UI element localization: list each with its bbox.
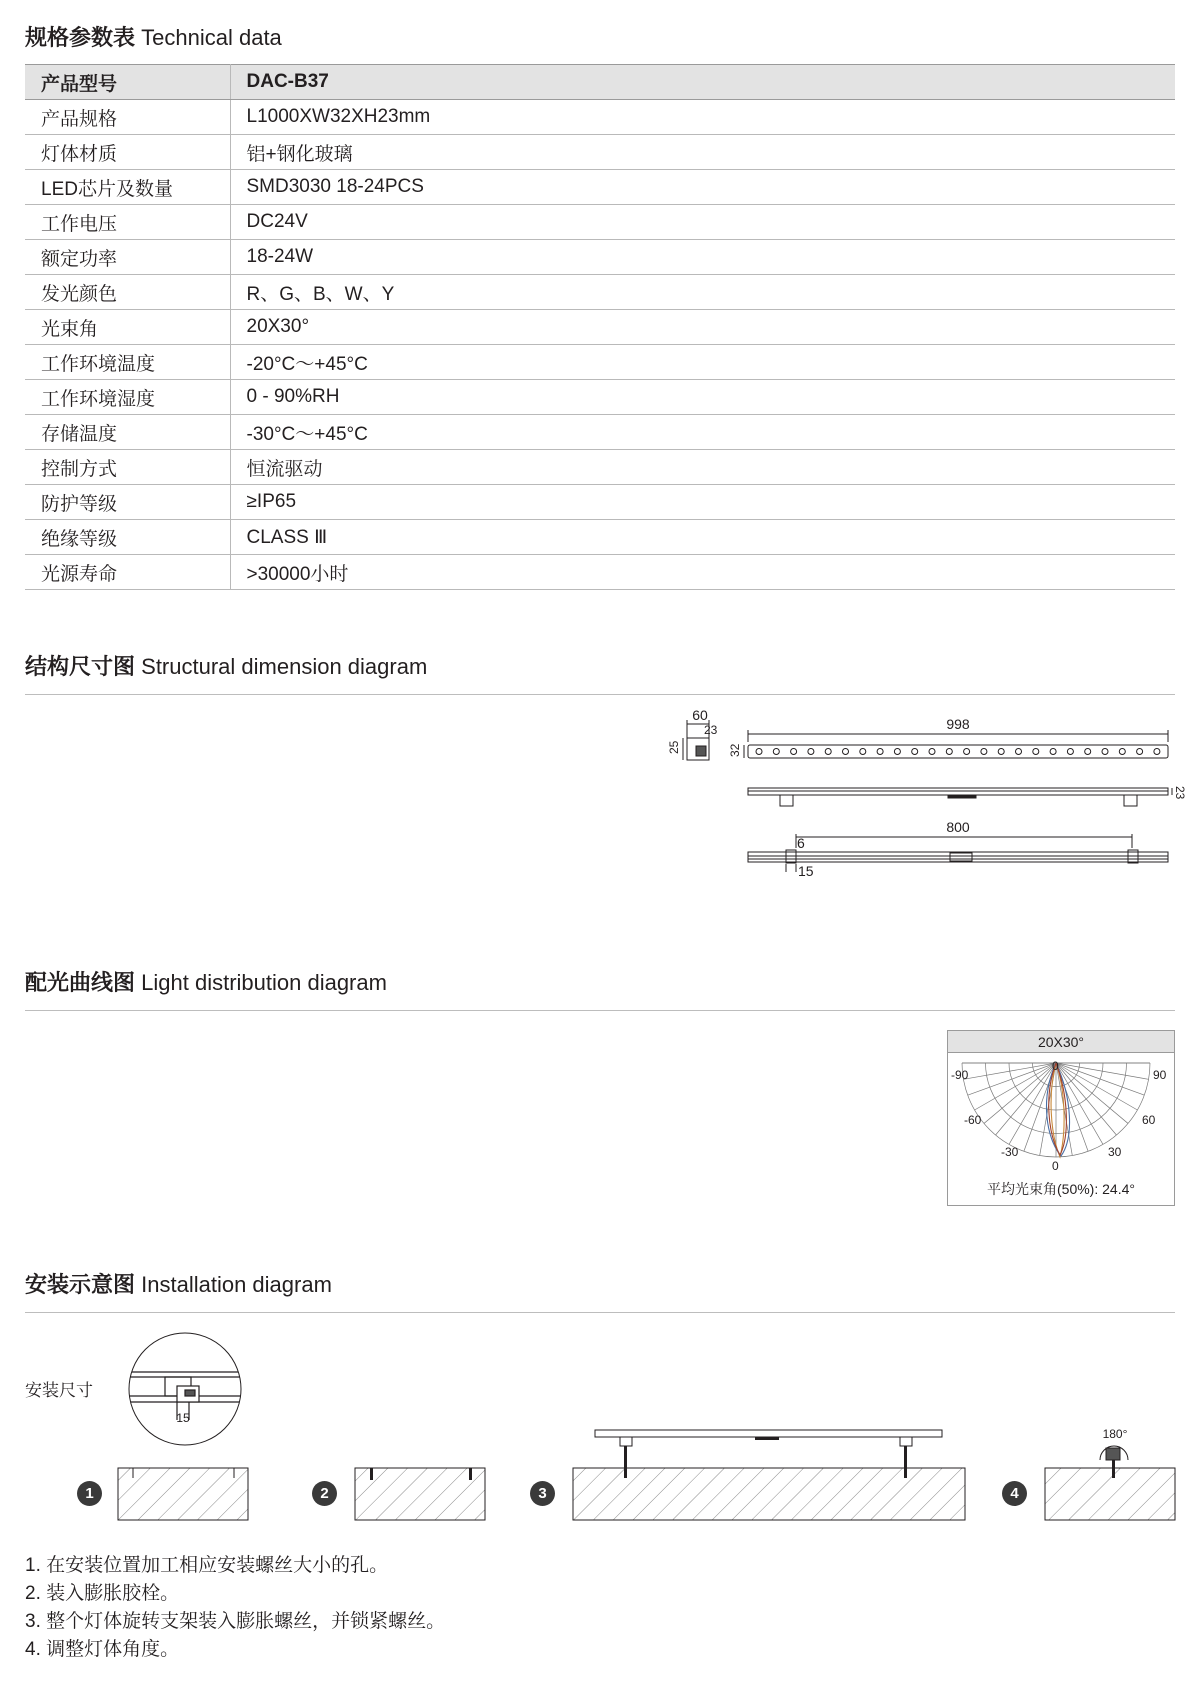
- step3-fixture: [595, 1430, 942, 1437]
- led-dot: [1137, 749, 1143, 755]
- spec-label: 工作电压: [25, 205, 230, 240]
- led-dot: [1016, 749, 1022, 755]
- spec-row: [25, 100, 1175, 135]
- spec-value: SMD3030 18-24PCS: [230, 170, 1175, 205]
- led-dot: [998, 749, 1004, 755]
- led-dot: [1033, 749, 1039, 755]
- angle-label-pos60: 60: [1142, 1113, 1156, 1127]
- spec-row: [25, 415, 1175, 450]
- spec-label: 光束角: [25, 310, 230, 345]
- installation-size-label: 安装尺寸: [25, 1381, 93, 1400]
- spec-row: [25, 520, 1175, 555]
- step3-bracket-left: [620, 1437, 632, 1446]
- spec-value: R、G、B、W、Y: [230, 275, 1175, 310]
- spec-label: 工作环境湿度: [25, 380, 230, 415]
- dim-side-inner: 23: [704, 723, 718, 737]
- polar-grid: [962, 1063, 1150, 1157]
- spec-label: 额定功率: [25, 240, 230, 275]
- led-dot: [791, 749, 797, 755]
- installation-diagram-title: [25, 1271, 332, 1299]
- spec-row: [25, 135, 1175, 170]
- structural-diagram: [660, 700, 1187, 890]
- led-dot: [1050, 749, 1056, 755]
- led-dot: [1102, 749, 1108, 755]
- led-dot: [1085, 749, 1091, 755]
- led-dot: [894, 749, 900, 755]
- spec-label: 绝缘等级: [25, 520, 230, 555]
- spec-value: -20°C～+45°C: [230, 345, 1175, 380]
- spec-label: 防护等级: [25, 485, 230, 520]
- spec-value: 0 - 90%RH: [230, 380, 1175, 415]
- step1-wall: [118, 1468, 248, 1520]
- spec-value: >30000小时: [230, 555, 1175, 590]
- average-beam-angle: 平均光束角(50%): 24.4°: [987, 1181, 1135, 1197]
- dim-side-height: 25: [667, 740, 681, 754]
- led-dot: [946, 749, 952, 755]
- step3-screw-right: [904, 1446, 907, 1478]
- led-dot: [912, 749, 918, 755]
- installation-step-2: 2. 装入膨胀胶栓。: [25, 1583, 180, 1604]
- led-dot: [843, 749, 849, 755]
- spec-label: 产品规格: [25, 100, 230, 135]
- spec-row: [25, 240, 1175, 275]
- installation-steps-diagram: [0, 1420, 1200, 1520]
- dim-body-height: 23: [1173, 786, 1187, 800]
- spec-value: ≥IP65: [230, 485, 1175, 520]
- spec-row: [25, 275, 1175, 310]
- technical-data-title-en: Technical data: [141, 25, 282, 50]
- spec-header-value: DAC-B37: [230, 65, 1175, 100]
- side-profile-bracket: [696, 746, 706, 756]
- step-badge-4: 4: [1002, 1481, 1027, 1506]
- spec-row: [25, 310, 1175, 345]
- light-diagram-title-zh: 配光曲线图: [25, 970, 136, 995]
- step2-anchor-right: [469, 1468, 472, 1480]
- led-dot: [860, 749, 866, 755]
- step4-rotation-label: 180°: [1102, 1427, 1128, 1441]
- light-diagram-title: [25, 969, 387, 997]
- technical-data-title-zh: 规格参数表: [25, 25, 136, 50]
- structural-rule: [25, 694, 1175, 695]
- led-dot: [756, 749, 762, 755]
- light-rule: [25, 1010, 1175, 1011]
- spec-label: 发光颜色: [25, 275, 230, 310]
- step3-screw-left: [624, 1446, 627, 1478]
- led-dot: [1154, 749, 1160, 755]
- step4-screw: [1112, 1460, 1115, 1478]
- spec-value: L1000XW32XH23mm: [230, 100, 1175, 135]
- step2-wall: [355, 1468, 485, 1520]
- spec-row: [25, 170, 1175, 205]
- step2-anchor-left: [370, 1468, 373, 1480]
- detail-dim: 15: [176, 1411, 190, 1425]
- installation-step-1: 1. 在安装位置加工相应安装螺丝大小的孔。: [25, 1555, 389, 1576]
- angle-label-neg30: -30: [1001, 1145, 1019, 1159]
- angle-label-zero-top: 0: [1052, 1059, 1059, 1073]
- spec-label: LED芯片及数量: [25, 170, 230, 205]
- spec-row: [25, 555, 1175, 590]
- light-distribution-panel: [947, 1030, 1175, 1206]
- angle-label-neg60: -60: [964, 1113, 982, 1127]
- installation-step-3: 3. 整个灯体旋转支架装入膨胀螺丝，并锁紧螺丝。: [25, 1611, 446, 1632]
- light-diagram-title-en: Light distribution diagram: [141, 970, 387, 995]
- step-badge-1: 1: [77, 1481, 102, 1506]
- installation-steps: [25, 1552, 445, 1664]
- installation-diagram-title-zh: 安装示意图: [25, 1272, 136, 1297]
- spec-header-label: 产品型号: [25, 65, 230, 100]
- spec-label: 控制方式: [25, 450, 230, 485]
- spec-row: [25, 380, 1175, 415]
- step-badge-2: 2: [312, 1481, 337, 1506]
- angle-label-pos90: 90: [1153, 1068, 1167, 1082]
- installation-diagram-title-en: Installation diagram: [141, 1272, 332, 1297]
- angle-label-pos30: 30: [1108, 1145, 1122, 1159]
- spec-row: [25, 205, 1175, 240]
- led-dot: [825, 749, 831, 755]
- spec-value: DC24V: [230, 205, 1175, 240]
- structural-diagram-title: [25, 653, 427, 681]
- side-view-bracket-right: [1124, 795, 1137, 806]
- spec-label: 光源寿命: [25, 555, 230, 590]
- structural-diagram-title-zh: 结构尺寸图: [25, 654, 136, 679]
- led-dot: [981, 749, 987, 755]
- spec-value: -30°C～+45°C: [230, 415, 1175, 450]
- led-dot: [808, 749, 814, 755]
- led-dots: [756, 749, 1160, 755]
- led-dot: [877, 749, 883, 755]
- spec-value: 18-24W: [230, 240, 1175, 275]
- spec-row: [25, 345, 1175, 380]
- spec-value: CLASS Ⅲ: [230, 520, 1175, 555]
- structural-diagram-title-en: Structural dimension diagram: [141, 654, 428, 679]
- step3-connector: [755, 1437, 779, 1440]
- dim-bracket-spacing: 800: [946, 819, 970, 835]
- led-dot: [929, 749, 935, 755]
- installation-step-4: 4. 调整灯体角度。: [25, 1639, 180, 1660]
- dim-side-width: 60: [692, 707, 708, 723]
- step4-wall: [1045, 1468, 1175, 1520]
- dim-length: 998: [946, 716, 970, 732]
- led-dot: [1119, 749, 1125, 755]
- spec-label: 工作环境温度: [25, 345, 230, 380]
- spec-value: 铝+钢化玻璃: [230, 135, 1175, 170]
- top-view-body: [748, 745, 1168, 758]
- beam-angle-label: 20X30°: [948, 1031, 1174, 1053]
- side-view-connector: [948, 795, 976, 798]
- dim-bracket-offset: 6: [797, 835, 805, 851]
- led-dot: [773, 749, 779, 755]
- spec-value: 恒流驱动: [230, 450, 1175, 485]
- led-dot: [964, 749, 970, 755]
- spec-row: [25, 450, 1175, 485]
- spec-table-header-row: [25, 65, 1175, 100]
- installation-rule: [25, 1312, 1175, 1313]
- dim-bracket-width: 15: [798, 863, 814, 879]
- spec-table: [25, 64, 1175, 590]
- polar-chart: [948, 1053, 1176, 1181]
- angle-label-zero-bottom: 0: [1052, 1159, 1059, 1173]
- technical-data-title: [25, 24, 282, 52]
- spec-label: 存储温度: [25, 415, 230, 450]
- step3-bracket-right: [900, 1437, 912, 1446]
- side-view-bracket-left: [780, 795, 793, 806]
- led-dot: [1067, 749, 1073, 755]
- step-badge-3: 3: [530, 1481, 555, 1506]
- spec-row: [25, 485, 1175, 520]
- angle-label-neg90: -90: [951, 1068, 969, 1082]
- dim-body-width: 32: [728, 743, 742, 757]
- spec-label: 灯体材质: [25, 135, 230, 170]
- spec-value: 20X30°: [230, 310, 1175, 345]
- step4-fixture-end: [1106, 1448, 1120, 1460]
- bottom-view-connector: [950, 853, 972, 861]
